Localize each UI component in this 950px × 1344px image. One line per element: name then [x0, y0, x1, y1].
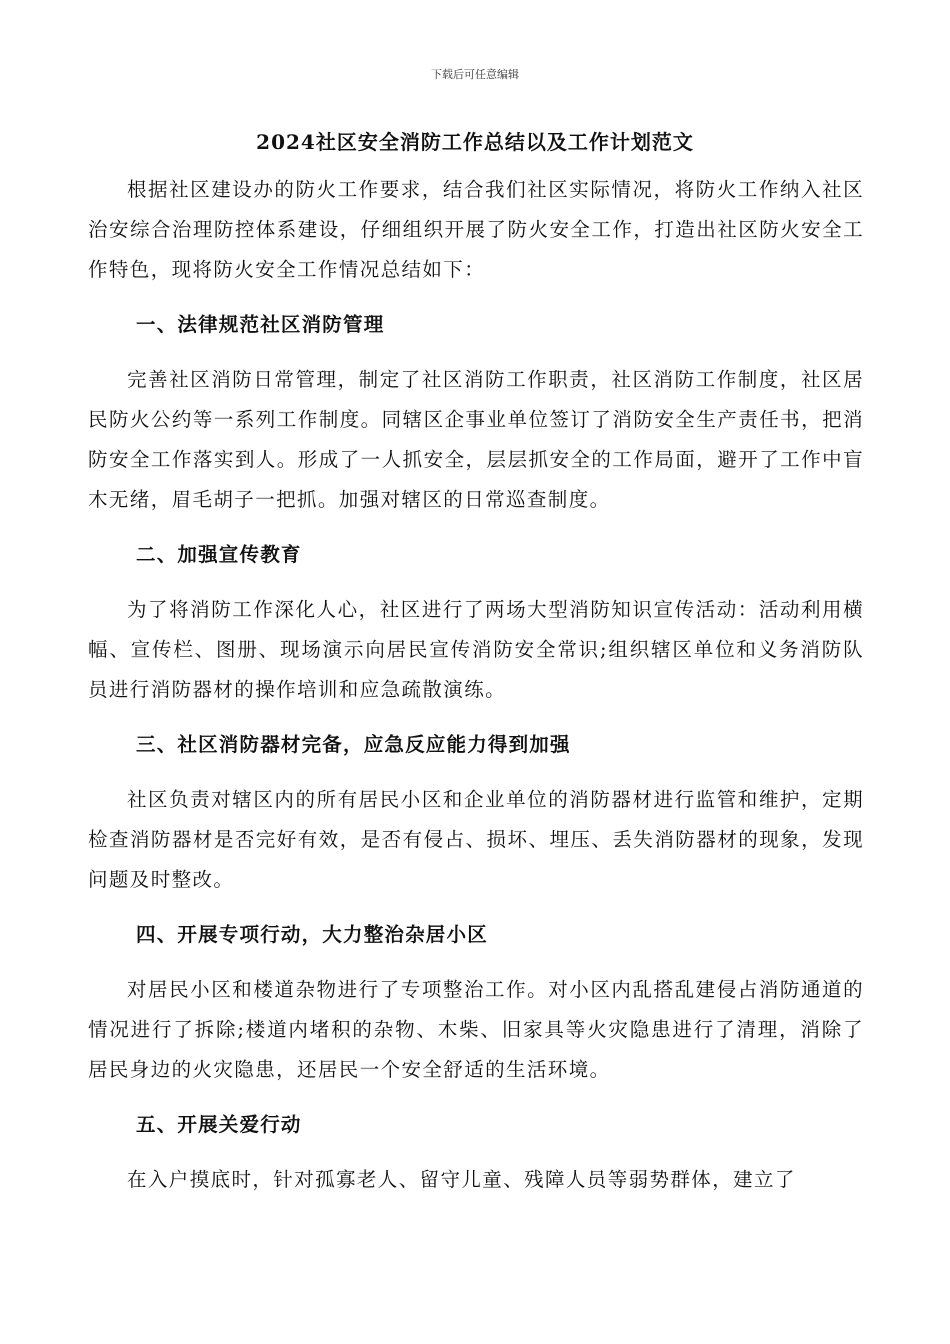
section-heading: 一、法律规范社区消防管理: [136, 313, 385, 336]
section-paragraph: 社区负责对辖区内的所有居民小区和企业单位的消防器材进行监管和维护，定期检查消防器材是否完好有效，是否有侵占、损坏、埋压、丢失消防器材的现象，发现问题及时整改。: [88, 788, 864, 891]
section-paragraph: 为了将消防工作深化人心，社区进行了两场大型消防知识宣传活动：活动利用横幅、宣传栏、图册、现场演示向居民宣传消防安全常识;组织辖区单位和义务消防队员进行消防器材的操作培训和应急疏散演练。: [88, 598, 864, 701]
section-heading: 三、社区消防器材完备，应急反应能力得到加强: [136, 733, 571, 756]
header-note: 下载后可任意编辑: [431, 68, 519, 81]
document-title: 2024社区安全消防工作总结以及工作计划范文: [256, 130, 694, 154]
section-heading: 四、开展专项行动，大力整治杂居小区: [136, 923, 488, 946]
document-body: [88, 170, 864, 1200]
section-heading: 二、加强宣传教育: [136, 543, 302, 566]
section-paragraph: 在入户摸底时，针对孤寡老人、留守儿童、残障人员等弱势群体，建立了: [127, 1168, 796, 1191]
section-heading: 五、开展关爱行动: [136, 1113, 302, 1136]
section-paragraph: 完善社区消防日常管理，制定了社区消防工作职责，社区消防工作制度，社区居民防火公约等一系列工作制度。同辖区企事业单位签订了消防安全生产责任书，把消防安全工作落实到人。形成了一人抓安全，层层抓安全的工作局面，避开了工作中盲木无绪，眉毛胡子一把抓。加强对辖区的日常巡查制度。: [88, 368, 864, 511]
intro-paragraph: 根据社区建设办的防火工作要求，结合我们社区实际情况，将防火工作纳入社区治安综合治理防控体系建设，仔细组织开展了防火安全工作，打造出社区防火安全工作特色，现将防火安全工作情况总结如下：: [88, 178, 864, 281]
section-paragraph: 对居民小区和楼道杂物进行了专项整治工作。对小区内乱搭乱建侵占消防通道的情况进行了拆除;楼道内堵积的杂物、木柴、旧家具等火灾隐患进行了清理，消除了居民身边的火灾隐患，还居民一个安全舒适的生活环境。: [88, 978, 864, 1081]
